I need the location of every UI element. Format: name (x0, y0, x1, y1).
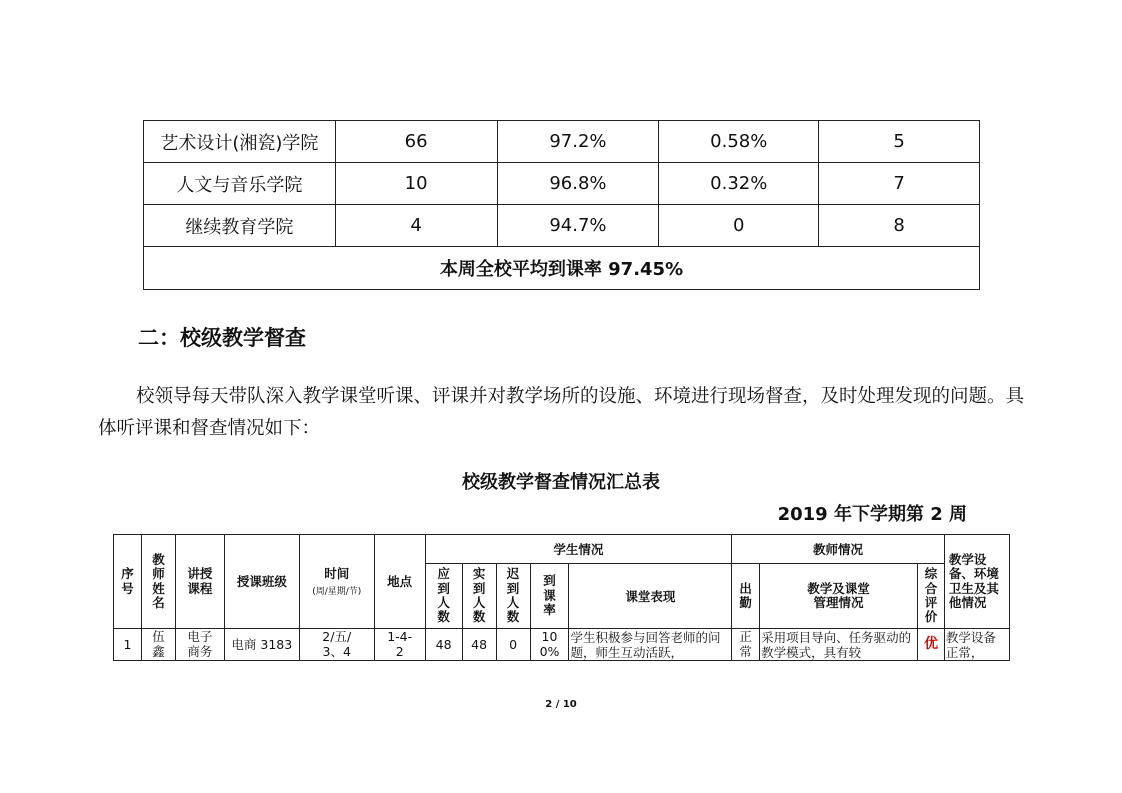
header-time-sub: (周/星期/节) (312, 586, 362, 597)
term-label: 2019 年下学期第 2 周 (777, 504, 967, 525)
header-actual: 实到人数 (462, 564, 496, 629)
cell-location: 1-4-2 (374, 629, 425, 661)
paragraph (98, 381, 1032, 445)
cell-course: 电子商务 (175, 629, 224, 661)
cell-seq: 1 (114, 629, 142, 661)
table-cell: 8 (819, 205, 980, 247)
attendance-summary-table (143, 120, 980, 290)
cell-rate: 100% (530, 629, 569, 661)
table-cell: 0.32% (659, 163, 819, 205)
section-heading: 二：校级教学督查 (138, 326, 306, 350)
cell-expected: 48 (425, 629, 462, 661)
header-rate: 到课率 (530, 564, 569, 629)
table-row (114, 629, 1010, 661)
table-cell: 10 (335, 163, 497, 205)
table-row (144, 163, 980, 205)
table-cell: 0 (659, 205, 819, 247)
header-attendance: 出勤 (732, 564, 760, 629)
page-number: 2 / 10 (545, 699, 577, 710)
header-student-group: 学生情况 (425, 535, 732, 564)
header-time (299, 535, 374, 629)
table-cell: 0.58% (659, 121, 819, 163)
cell-equipment: 教学设备正常， (944, 629, 1009, 661)
paragraph-text: 校领导每天带队深入教学课堂听课、评课并对教学场所的设施、环境进行现场督查，及时处理发现的问题。具体听评课和督查情况如下： (98, 386, 1025, 439)
header-expected: 应到人数 (425, 564, 462, 629)
college-name: 人文与音乐学院 (144, 163, 336, 205)
header-course: 讲授课程 (175, 535, 224, 629)
cell-performance: 学生积极参与回答老师的问题，师生互动活跃， (569, 629, 732, 661)
header-late: 迟到人数 (496, 564, 530, 629)
header-seq: 序号 (114, 535, 142, 629)
table-title: 校级教学督查情况汇总表 (462, 472, 660, 493)
table-cell: 5 (819, 121, 980, 163)
inspection-table (113, 534, 1010, 661)
table-footer-row (144, 247, 980, 290)
table-row (144, 121, 980, 163)
header-time-label: 时间 (324, 565, 350, 581)
cell-attendance: 正常 (732, 629, 760, 661)
cell-evaluation (917, 629, 944, 661)
table-cell: 7 (819, 163, 980, 205)
table-cell: 4 (335, 205, 497, 247)
table-cell: 94.7% (497, 205, 659, 247)
grade-badge: 优 (923, 636, 938, 653)
table-cell: 97.2% (497, 121, 659, 163)
table-row (144, 205, 980, 247)
school-average-rate: 本周全校平均到课率 97.45% (144, 247, 980, 290)
college-name: 继续教育学院 (144, 205, 336, 247)
table-cell: 66 (335, 121, 497, 163)
header-equipment: 教学设备、环境卫生及其他情况 (944, 535, 1009, 629)
cell-teaching: 采用项目导向、任务驱动的教学模式，具有较 (760, 629, 918, 661)
header-teaching: 教学及课堂管理情况 (760, 564, 918, 629)
header-evaluation: 综合评价 (917, 564, 944, 629)
header-class: 授课班级 (224, 535, 299, 629)
college-name: 艺术设计(湘瓷)学院 (144, 121, 336, 163)
header-row (114, 535, 1010, 564)
header-teacher-name: 教师姓名 (141, 535, 175, 629)
header-teacher-group: 教师情况 (732, 535, 945, 564)
cell-late: 0 (496, 629, 530, 661)
cell-class: 电商 3183 (224, 629, 299, 661)
header-location: 地点 (374, 535, 425, 629)
header-performance: 课堂表现 (569, 564, 732, 629)
cell-time: 2/五/3、4 (299, 629, 374, 661)
cell-teacher-name: 伍鑫 (141, 629, 175, 661)
cell-actual: 48 (462, 629, 496, 661)
table-cell: 96.8% (497, 163, 659, 205)
